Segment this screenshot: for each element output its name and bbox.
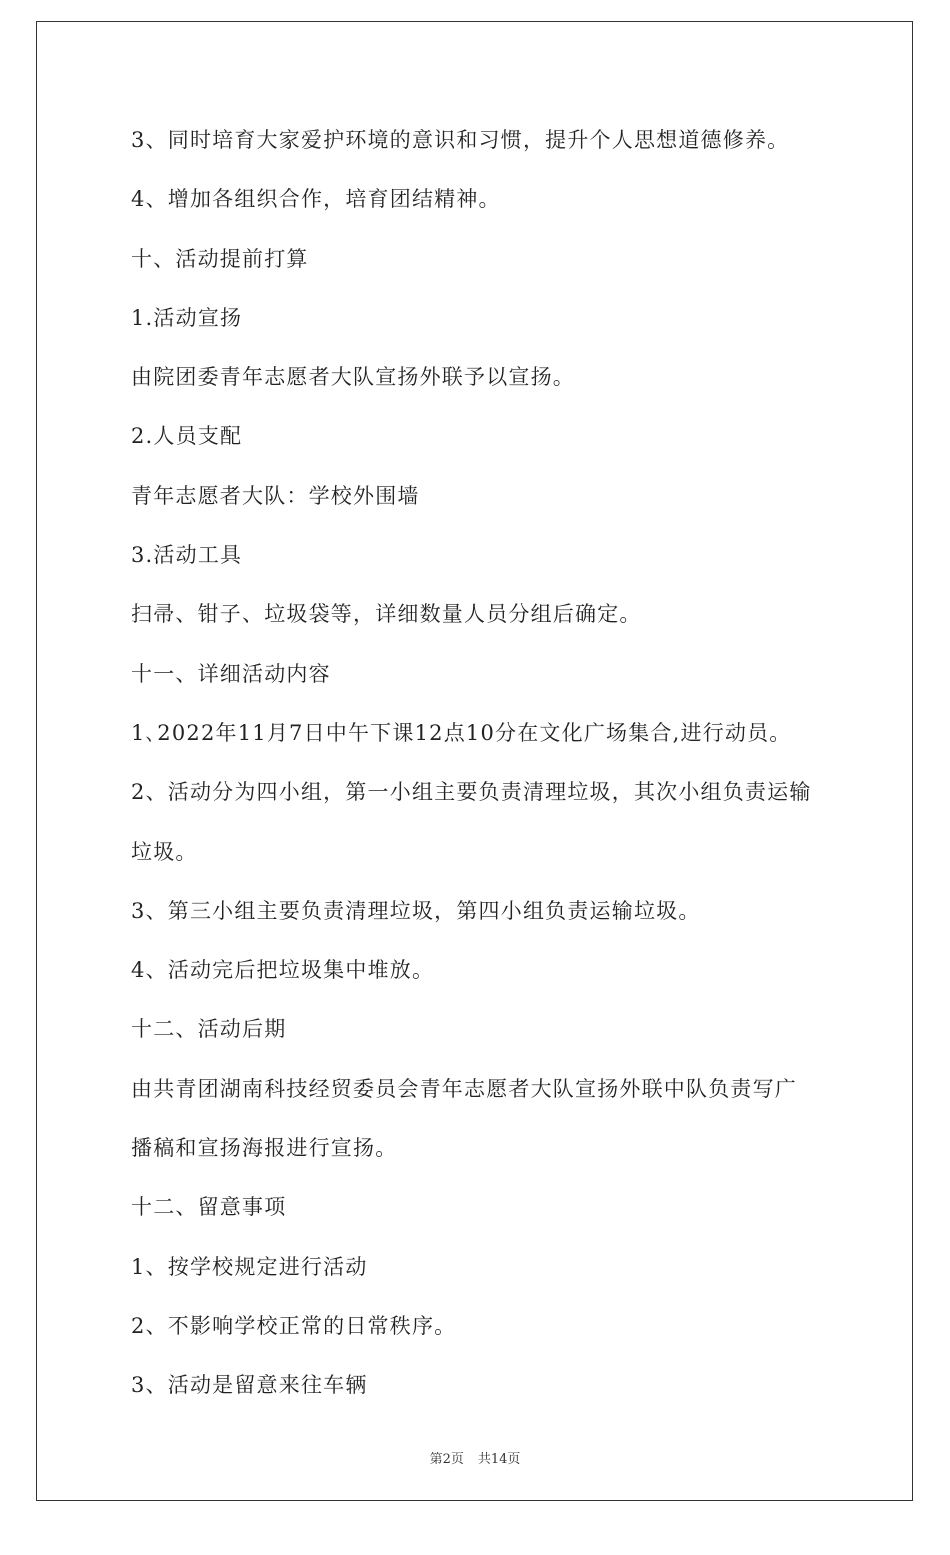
text-line: 1、按学校规定进行活动	[131, 1254, 368, 1279]
section-heading: 十一、详细活动内容	[131, 661, 331, 686]
text-line: 3、第三小组主要负责清理垃圾，第四小组负责运输垃圾。	[131, 898, 701, 923]
text-line: 由共青团湖南科技经贸委员会青年志愿者大队宣扬外联中队负责写广	[131, 1076, 797, 1101]
text-line: 2、活动分为四小组，第一小组主要负责清理垃圾，其次小组负责运输	[131, 780, 812, 805]
page-footer	[0, 1448, 950, 1467]
text-line: 扫帚、钳子、垃圾袋等，详细数量人员分组后确定。	[131, 602, 642, 627]
page-total: 共14页	[477, 1452, 521, 1467]
text-line: 4、增加各组织合作，培育团结精神。	[131, 187, 501, 212]
text-line: 青年志愿者大队：学校外围墙	[131, 483, 420, 508]
section-heading: 十二、活动后期	[131, 1017, 287, 1042]
subheading: 1.活动宣扬	[131, 305, 243, 330]
document-body	[131, 111, 831, 1416]
subheading: 2.人员支配	[131, 424, 243, 449]
text-line: 垃圾。	[131, 839, 198, 864]
text-line: 播稿和宣扬海报进行宣扬。	[131, 1136, 398, 1161]
text-line: 2、不影响学校正常的日常秩序。	[131, 1313, 457, 1338]
text-line: 4、活动完后把垃圾集中堆放。	[131, 958, 435, 983]
text-line: 3、活动是留意来往车辆	[131, 1373, 368, 1398]
subheading: 3.活动工具	[131, 543, 243, 568]
text-line: 1､2022年11月7日中午下课12点10分在文化广场集合,进行动员。	[131, 720, 792, 745]
section-heading: 十、活动提前打算	[131, 246, 309, 271]
text-line: 由院团委青年志愿者大队宣扬外联予以宣扬。	[131, 365, 575, 390]
page-number: 第2页	[429, 1452, 464, 1467]
section-heading: 十二、留意事项	[131, 1195, 287, 1220]
text-line: 3、同时培育大家爱护环境的意识和习惯，提升个人思想道德修养。	[131, 128, 790, 152]
